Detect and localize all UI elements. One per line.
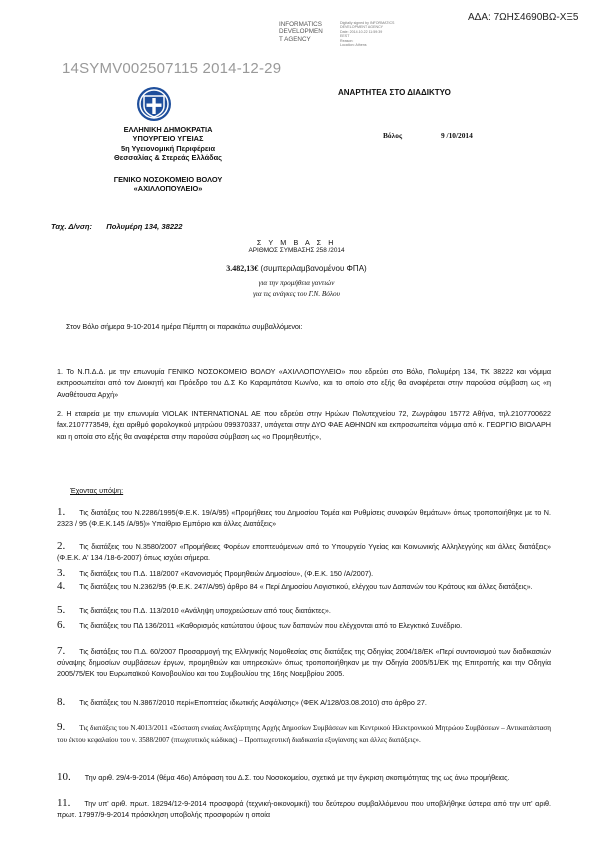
provision-number: 1. xyxy=(57,506,66,518)
signature-detail: DEVELOPMENT AGENCY xyxy=(340,25,384,30)
provision-number: 11. xyxy=(57,797,71,809)
header-line: 5η Υγειονομική Περιφέρεια xyxy=(120,143,215,153)
header-line: ΥΠΟΥΡΓΕΙΟ ΥΓΕΙΑΣ xyxy=(132,134,204,144)
party-2: 2. Η εταιρεία με την επωνυμία VIOLAK INTERNATIONAL AE που εδρεύει στην Ηρώων Πολυτεχνείου 72, Ζωγράφου 15772 Αθήνα, τηλ.2107700622 fax.2107773549, έχει αριθμό φορολογικού μητρώου 099370337, υπάγεται στην ΔΥΟ ΦΑΕ ΑΘΗΝΩΝ και εκπροσωπείται νόμιμα από κ. ΓΕΩΡΓΙΟ ΒΙΟΛΑΡΗ και η οποία στο εξής θα αναφέρεται στην παρούσα σύμβαση ως «ο Προμηθευτής», xyxy=(57,409,551,441)
provision-item xyxy=(57,568,551,579)
contract-number: ΑΡΙΘΜΟΣ ΣΥΜΒΑΣΗΣ 258 /2014 xyxy=(248,247,345,254)
provision-item xyxy=(57,541,551,563)
having-regard-heading: Έχοντας υπόψη: xyxy=(70,486,124,495)
provision-number: 10. xyxy=(57,771,71,783)
ada-number: ΑΔΑ: 7ΩΗΣ4690ΒΩ-ΧΞ5 xyxy=(468,12,579,23)
amount-note: (συμπεριλαμβανομένου ΦΠΑ) xyxy=(260,264,367,273)
address-value: Πολυμέρη 134, 38222 xyxy=(106,222,183,231)
signature-org-line: T AGENCY xyxy=(279,35,311,43)
provision-text: Την υπ' αριθ. πρωτ. 18294/12-9-2014 προσφορά (τεχνική-οικονομική) του δεύτερου συμβαλλόμενου που υποβλήθηκε ύστερα από την υπ' αριθ. πρωτ. 17997/9-9-2014 πρόσκληση υποβολής προσφορών η οποία xyxy=(57,799,551,820)
provision-item xyxy=(57,507,551,529)
registry-stamp: 14SYMV002507115 2014-12-29 xyxy=(62,60,282,77)
contract-purpose: για τις ανάγκες του Γ.Ν. Βόλου xyxy=(253,290,340,298)
publish-note: ΑΝΑΡΤΗΤΕΑ ΣΤΟ ΔΙΑΔΙΚΤΥΟ xyxy=(338,88,451,97)
provision-number: 6. xyxy=(57,619,66,631)
greek-emblem-icon xyxy=(136,86,172,122)
provision-number: 4. xyxy=(57,580,66,592)
provision-item xyxy=(57,697,551,708)
header-line: ΕΛΛΗΝΙΚΗ ΔΗΜΟΚΡΑΤΙΑ xyxy=(123,125,213,134)
provision-item xyxy=(57,772,551,783)
provision-item xyxy=(57,722,551,746)
address-label: Ταχ. Δ/νση: xyxy=(51,222,93,231)
provision-text: Τις διατάξεις του Ν.3867/2010 περί«Εποπτείας ιδιωτικής Ασφάλισης» (ΦΕΚ Α/128/03.08.2010) στο άρθρο 27. xyxy=(79,698,427,707)
signature-detail: Location: Athens xyxy=(340,43,367,48)
signature-detail: Reason: xyxy=(340,38,354,43)
provision-item xyxy=(57,605,551,616)
provision-number: 8. xyxy=(57,696,66,708)
party-1: 1. Το Ν.Π.Δ.Δ. με την επωνυμία ΓΕΝΙΚΟ ΝΟΣΟΚΟΜΕΙΟ ΒΟΛΟΥ «ΑΧΙΛΛΟΠΟΥΛΕΙΟ» που εδρεύει στο Βόλο, Πολυμέρη 134, ΤΚ 38222 και νόμιμα εκπροσωπείται από τον Διοικητή και Πρόεδρο του Δ.Σ Κο Καραμπάτσα Κων/νο, και το οποίο στο εξής θα αναφέρεται στην παρούσα σύμβαση ως «η Αναθέτουσα Αρχή» xyxy=(57,367,551,399)
hospital-alias: «ΑΧΙΛΛΟΠΟΥΛΕΙΟ» xyxy=(133,184,203,194)
contract-title: Σ Υ Μ Β Α Σ Η xyxy=(256,238,337,247)
provision-number: 2. xyxy=(57,540,66,552)
contract-amount xyxy=(180,264,413,273)
date-label: Βόλος xyxy=(383,131,403,140)
provision-number: 3. xyxy=(57,567,66,579)
provision-text: Τις διατάξεις του Ν.3580/2007 «Προμήθειες Φορέων εποπτευόμενων από το Υπουργείο Υγείας και Κοινωνικής Αλληλεγγύης και άλλες διατάξεις» (Φ.Ε.Κ. Α' 134 /18-6-2007) όπως ισχύει σήμερα. xyxy=(57,542,551,563)
provision-text: Την αριθ. 29/4-9-2014 (θέμα 46ο) Απόφαση του Δ.Σ. του Νοσοκομείου, σχετικά με την έγκριση σκοπιμότητας της ως άνω προμήθειας. xyxy=(84,773,510,782)
signature-detail: Date: 2014.10.22 11:59:39 xyxy=(340,29,383,34)
signature-org-line: INFORMATICS xyxy=(279,21,322,28)
digital-signature-org xyxy=(279,21,339,43)
provision-number: 9. xyxy=(57,721,66,733)
provision-item xyxy=(57,581,551,592)
date-value: 9 /10/2014 xyxy=(441,131,473,140)
provision-text: Τις διατάξεις του Ν.2362/95 (Φ.Ε.Κ. 247/Α/95) άρθρο 84 « Περί Δημοσίου Λογιστικού, ελέγχου των Δαπανών του Κράτους και άλλες διατάξεις». xyxy=(79,582,533,591)
provision-text: Τις διατάξεις του Ν.2286/1995(Φ.Ε.Κ. 19/Α/95) «Προμήθειες του Δημοσίου Τομέα και Ρυθμίσεις συναφών θεμάτων» όπως τροποποιήθηκε με το Ν. 2323 / 95 (Φ.Ε.Κ.145 /Α/95)» Υπαίθριο Εμπόριο και άλλες Διατάξεις» xyxy=(57,508,551,529)
hospital-name: ΓΕΝΙΚΟ ΝΟΣΟΚΟΜΕΙΟ ΒΟΛΟΥ xyxy=(113,174,223,184)
provision-number: 5. xyxy=(57,604,66,616)
amount-value: 3.482,13€ xyxy=(226,264,259,273)
provision-text: Τις διατάξεις του Ν.4013/2011 «Σύσταση ενιαίας Ανεξάρτητης Αρχής Δημοσίων Συμβάσεων και Κεντρικού Ηλεκτρονικού Μητρώου Συμβάσεων – Αντικατάσταση του έκτου κεφαλαίου του ν. 3588/2007 (πτωχευτικός κώδικας) – Προπτωχευτική διαδικασία εξυγίανσης και άλλες διατάξεις». xyxy=(57,724,551,745)
provision-item xyxy=(57,798,551,820)
contract-subject: για την προμήθεια γαντιών xyxy=(258,279,335,287)
provision-text: Τις διατάξεις του Π.Δ. 60/2007 Προσαρμογή της Ελληνικής Νομοθεσίας στις διατάξεις της Οδηγίας 2004/18/ΕΚ «Περί συντονισμού των διαδικασιών σύναψης δημοσίων συμβάσεων έργων, προμηθειών και υπηρεσιών» όπως τροποποιήθηκαν με την Οδηγία 2005/51/ΕΚ της Επιτροπής και την Οδηγία 2005/75/ΕΚ του Ευρωπαϊκού Κοινοβουλίου και του Συμβουλίου της 16ης Νοεμβρίου 2005. xyxy=(57,647,551,679)
provision-number: 7. xyxy=(57,645,66,657)
provision-item xyxy=(57,646,551,680)
provision-item xyxy=(57,620,551,631)
header-line: Θεσσαλίας & Στερεάς Ελλάδας xyxy=(113,153,222,163)
signature-detail: Digitally signed by INFORMATICS xyxy=(340,21,395,25)
address xyxy=(51,222,183,231)
intro-text: Στον Βόλο σήμερα 9-10-2014 ημέρα Πέμπτη οι παρακάτω συμβαλλόμενοι: xyxy=(66,322,303,331)
provision-text: Τις διατάξεις του Π.Δ. 113/2010 «Ανάληψη υποχρεώσεων από τους διατάκτες». xyxy=(79,606,331,615)
digital-signature-details xyxy=(340,21,396,47)
provision-text: Τις διατάξεις του Π.Δ. 118/2007 «Κανονισμός Προμηθειών Δημοσίου», (Φ.Ε.Κ. 150 /Α/2007). xyxy=(79,569,374,578)
signature-detail: EEST xyxy=(340,34,350,39)
provision-text: Τις διατάξεις του ΠΔ 136/2011 «Καθορισμός κατώτατου ύψους των δαπανών που ελέγχονται από το Ελεγκτικό Συνέδριο. xyxy=(79,621,463,630)
header-block xyxy=(92,125,244,193)
signature-org-line: DEVELOPMEN xyxy=(279,28,323,36)
